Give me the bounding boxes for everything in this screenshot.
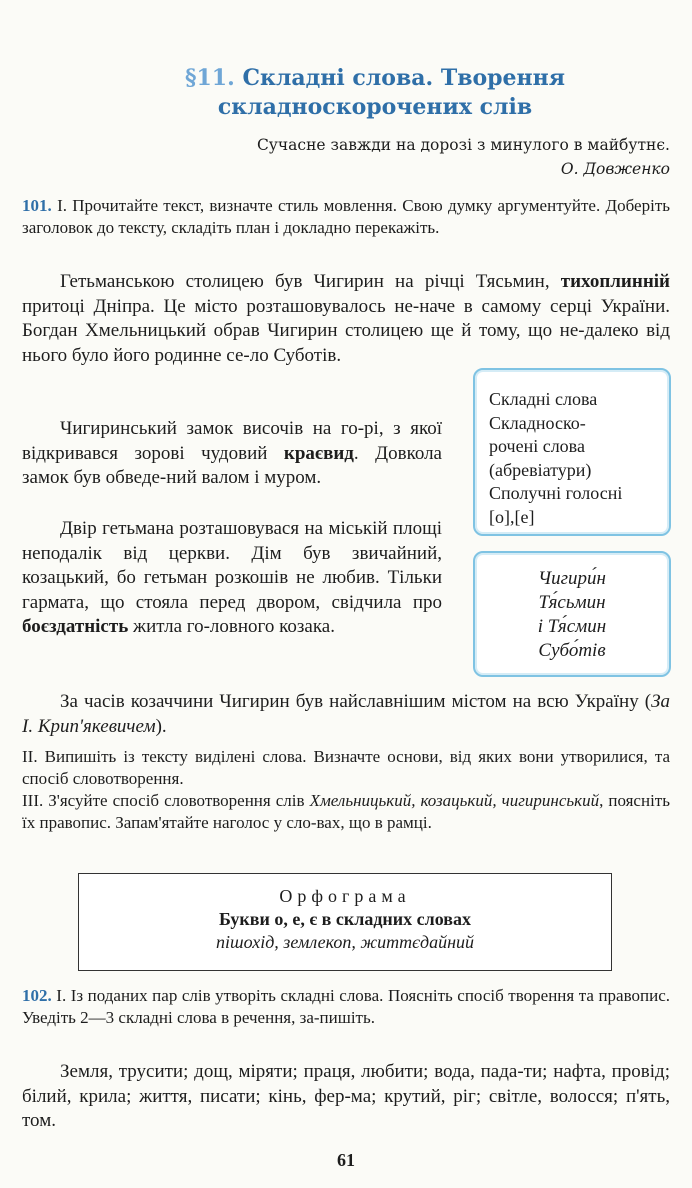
highlighted-word: боєздатність (22, 616, 129, 637)
sidebox-line: і Тя́смин (537, 616, 607, 637)
source-attribution: За І. Крип'якевичем (22, 691, 670, 737)
epigraph (257, 133, 670, 181)
sidebox-terms (473, 368, 671, 536)
paragraph-text: За часів козаччини Чигирин був найславнішим містом на всю Україну ( (60, 691, 652, 712)
section-title-line1: Складні слова. Творення (242, 65, 565, 91)
paragraph-text: ). (155, 715, 167, 737)
paragraph-text: Гетьманською столицею був Чигирин на річці Тясьмин, (60, 271, 550, 292)
section-number: §11. (184, 65, 235, 91)
task-102-instruction (22, 985, 670, 1029)
task-number: 102. (22, 986, 52, 1005)
task-instruction: І. Прочитайте текст, визначте стиль мовлення. Свою думку аргументуйте. Доберіть заголовок до тексту, складіть план і докладно перекажіть. (22, 196, 671, 237)
task-101-instruction (22, 195, 670, 239)
orthogram-heading: Орфограма (279, 886, 411, 906)
sidebox-line: Чигири́н (538, 568, 606, 589)
task-number: 101. (22, 196, 52, 215)
sidebox-line: рочені слова (489, 436, 585, 456)
sidebox-line: Складноско- (489, 412, 586, 433)
paragraph-text: житла го-ловного козака. (128, 616, 335, 637)
text-paragraph-4 (22, 690, 670, 739)
epigraph-author: О. Довженко (560, 160, 670, 178)
highlighted-word: краєвид (283, 442, 354, 464)
orthogram-box (78, 873, 612, 971)
paragraph-text: . Довкола замок був обведе-ний валом і муром. (22, 442, 442, 488)
highlighted-word: тихоплинній (560, 271, 670, 292)
task-101-part2: ІІ. Випишіть із тексту виділені слова. Визначте основи, від яких вони утворилися, та спосіб словотворення. (22, 747, 670, 788)
sidebox-line: (абревіатури) (489, 459, 592, 480)
orthogram-rule: Букви о, е, є в складних словах (218, 909, 472, 929)
task-instruction: І. Із поданих пар слів утворіть складні слова. Поясніть спосіб творення та правопис. Уведіть 2—3 складні слова в речення, за-пишіть. (22, 986, 671, 1027)
paragraph-text: притоці Дніпра. Це місто розташовувалось не-наче в самому серці України. Богдан Хмельницький обрав Чигирин столицею ще й тому, що не-далеко від нього було його родинне се-ло Суботів. (22, 295, 670, 366)
italic-words: Хмельницький, козацький, чигиринський (309, 791, 600, 810)
paragraph-text: , поясніть їх правопис. Запам'ятайте наголос у сло-вах, що в рамці. (22, 791, 670, 832)
page-number: 61 (337, 1150, 355, 1170)
sidebox-line: [о],[е] (489, 506, 535, 527)
text-paragraph-2 (22, 417, 442, 491)
paragraph-text: ІІІ. З'ясуйте спосіб словотворення слів (22, 791, 310, 810)
sidebox-stress (473, 551, 671, 677)
section-title (150, 64, 600, 122)
task-101-part3 (22, 790, 670, 833)
text-paragraph-1 (22, 270, 670, 368)
text-paragraph-3 (22, 517, 442, 640)
task-102-words: Земля, трусити; дощ, міряти; праця, любити; вода, пада-ти; нафта, провід; білий, крила; життя, писати; кінь, фер-ма; крутий, ріг; світле, волосся; п'ять, том. (22, 1061, 670, 1131)
sidebox-line: Складні слова (489, 389, 598, 409)
paragraph-text: Двір гетьмана розташовувася на міській площі неподалік від церкви. Дім був звичайний, козацький, бо гетьман розкошів не любив. Тільки гармата, що стояла перед двором, свідчила про (22, 518, 442, 613)
orthogram-examples: пішохід, землекоп, життєдайний (215, 932, 475, 952)
sidebox-line: Сполучні голосні (489, 483, 623, 503)
sidebox-line: Субо́тів (538, 640, 606, 661)
section-title-line2: складноскорочених слів (217, 94, 533, 120)
epigraph-text: Сучасне завжди на дорозі з минулого в майбутнє. (256, 136, 670, 154)
sidebox-line: Тя́сьмин (538, 592, 606, 613)
paragraph-text: Чигиринський замок височів на го-рі, з якої відкривався зорові чудовий (22, 418, 442, 464)
